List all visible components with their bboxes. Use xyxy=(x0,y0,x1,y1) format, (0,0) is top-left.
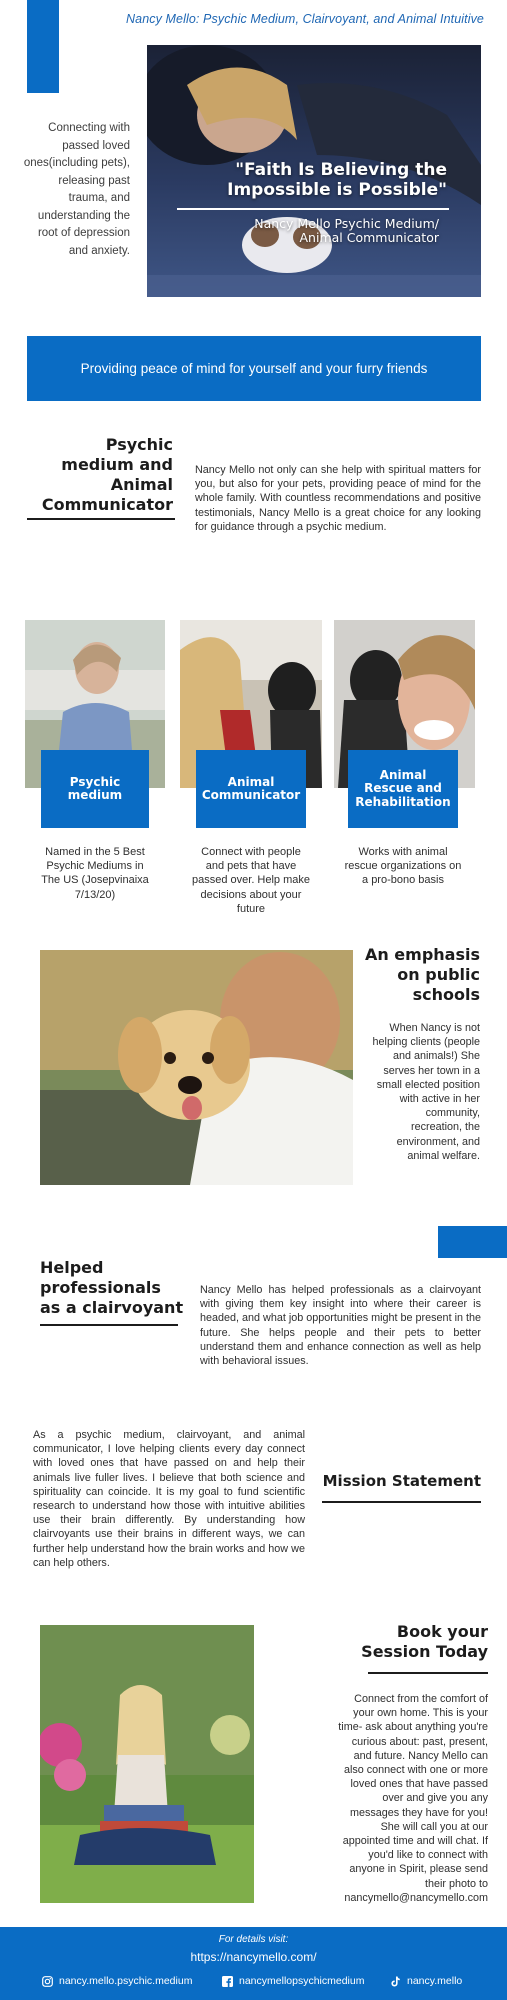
book-heading-line-1: Book your xyxy=(396,1622,488,1641)
card-label-text: Psychic medium xyxy=(67,774,123,802)
hero-quote xyxy=(147,160,447,200)
card-desc-animal-rescue: Works with animal rescue organizations on a pro-bono basis xyxy=(344,846,462,887)
book-heading-line-2: Session Today xyxy=(361,1642,488,1661)
card-desc-psychic-medium: Named in the 5 Best Psychic Mediums in The US (Josepvinaixa 7/13/20) xyxy=(41,846,149,901)
card-label-psychic-medium xyxy=(41,750,149,828)
instagram-icon xyxy=(42,1976,53,1987)
professionals-heading-rule xyxy=(40,1324,178,1326)
facebook-link[interactable] xyxy=(222,1975,364,1987)
hero-quote-line-1: "Faith Is Believing the xyxy=(235,160,447,180)
garden-photo xyxy=(40,1625,254,1903)
instagram-link[interactable] xyxy=(42,1975,192,1987)
tagline-banner xyxy=(27,336,481,401)
book-heading xyxy=(330,1622,488,1662)
schools-heading-line-2: on public xyxy=(397,965,480,984)
hero-subtitle-line-2: Animal Communicator xyxy=(299,230,439,245)
footer-website-link[interactable]: https://nancymello.com/ xyxy=(190,1950,317,1964)
hero-subtitle-line-1: Nancy Mello Psychic Medium/ xyxy=(254,216,439,231)
professionals-text: Nancy Mello has helped professionals as a clairvoyant with giving them key insight into where their career is headed, and what job opportunities might be present in the future. She helps people and their pets to better understand them and enhance connection as well as help with behavioral issues. xyxy=(200,1284,481,1368)
card-label-animal-communicator xyxy=(196,750,306,828)
page-title: Nancy Mello: Psychic Medium, Clairvoyant, and Animal Intuitive xyxy=(126,12,484,26)
schools-text: When Nancy is not helping clients (people and animals!) She serves her town in a small elected position with active in her community, recreation, the environment, and animal welfare. xyxy=(372,1022,480,1162)
right-accent-bar xyxy=(438,1226,507,1258)
card-label-text: Animal Communicator xyxy=(201,774,301,802)
instagram-handle: nancy.mello.psychic.medium xyxy=(59,1975,193,1987)
book-heading-rule xyxy=(368,1672,488,1674)
about-heading-rule xyxy=(27,518,175,520)
woman-with-books-photo xyxy=(40,1625,254,1903)
man-with-puppy-photo xyxy=(40,950,353,1185)
footer-visit-label: For details visit: xyxy=(218,1934,289,1945)
professionals-heading-line-2: professionals xyxy=(40,1278,161,1297)
mission-heading-rule xyxy=(322,1501,481,1503)
about-text: Nancy Mello not only can she help with spiritual matters for you, but also for your pets, providing peace of mind for the whole family. With countless recommendations and positive testimonials, Nancy Mello is a great choice for any looking for guidance through a psychic medium. xyxy=(195,464,481,533)
professionals-heading xyxy=(40,1258,190,1318)
facebook-handle: nancymellopsychicmedium xyxy=(239,1975,365,1987)
professionals-heading-line-3: as a clairvoyant xyxy=(40,1298,184,1317)
hero-quote-line-2: Impossible is Possible" xyxy=(227,180,447,200)
tiktok-icon xyxy=(390,1976,401,1987)
book-text: Connect from the comfort of your own home. This is your time- ask about anything you're curious about: past, present, and future. Nancy Mello can also connect with one or more loved ones that have passed over and give you any messages they have for you! She will call you at our appointed time and will chat. If you'd like to connect with anyone in Spirit, please send their photo to nancymello@nancymello.com xyxy=(338,1693,488,1904)
card-label-animal-rescue xyxy=(348,750,458,828)
hero-subtitle xyxy=(147,217,439,245)
top-left-accent-bar xyxy=(27,0,59,93)
hero-divider xyxy=(177,208,449,210)
about-heading-line-3: Animal xyxy=(110,475,173,494)
puppy-photo xyxy=(40,950,353,1185)
intro-text: Connecting with passed loved ones(including pets), releasing past trauma, and understanding the root of depression and anxiety. xyxy=(23,122,130,257)
about-heading-line-4: Communicator xyxy=(41,495,173,514)
tiktok-link[interactable] xyxy=(390,1975,462,1987)
card-label-text: Animal Rescue and Rehabilitation xyxy=(355,767,451,809)
schools-heading-line-1: An emphasis xyxy=(364,945,480,964)
mission-text: As a psychic medium, clairvoyant, and animal communicator, I love helping clients every day connect with loved ones that have passed on and help their animals live fuller lives. I believe that both science and spirituality can coincide. It is my goal to fund scientific research to understand how those with intuitive abilities use their brain differently. By understanding how clairvoyants use their brains in different ways, we can further help understand how the brain works and how we can help others. xyxy=(33,1429,305,1569)
professionals-heading-line-1: Helped xyxy=(40,1258,104,1277)
card-desc-animal-communicator: Connect with people and pets that have passed over. Help make decisions about your future xyxy=(192,846,311,915)
tagline-text: Providing peace of mind for yourself and your furry friends xyxy=(80,361,428,376)
mission-heading: Mission Statement xyxy=(322,1472,481,1490)
about-heading xyxy=(27,435,173,515)
schools-heading xyxy=(355,945,480,1005)
about-heading-line-1: Psychic xyxy=(105,435,173,454)
tiktok-handle: nancy.mello xyxy=(407,1975,463,1987)
about-heading-line-2: medium and xyxy=(61,455,173,474)
facebook-icon xyxy=(222,1976,233,1987)
hero-photo xyxy=(147,45,481,297)
schools-heading-line-3: schools xyxy=(412,985,480,1004)
